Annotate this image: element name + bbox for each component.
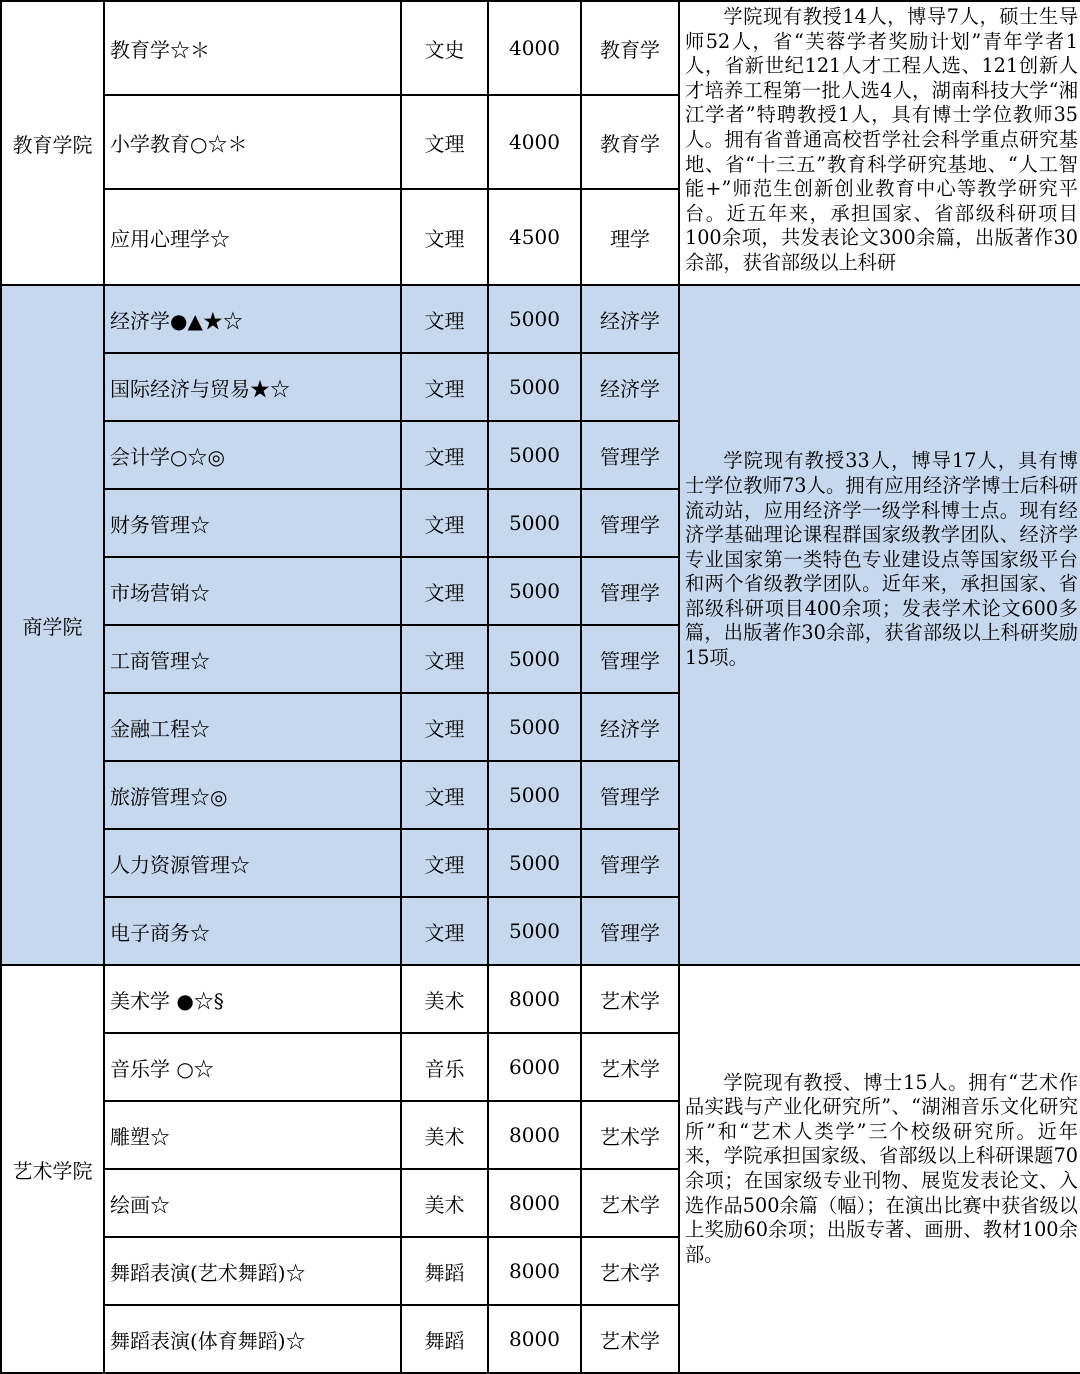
degree-type: 经济学 [581,693,679,761]
college-description-text: 学院现有教授33人，博导17人，具有博士学位教师73人。拥有应用经济学博士后科研流动站，应用经济学一级学科博士点。现有经济学基础理论课程群国家级教学团队、经济学专业国家第一类特色专业建设点等国家级平台和两个省级教学团队。近年来，承担国家、省部级科研项目400余项；发表学术论文600多篇，出版著作30余部，获省部级以上科研奖励15项。 [685,449,1078,670]
subject-category: 文理 [401,189,488,285]
major-name: 舞蹈表演(艺术舞蹈)☆ [104,1237,401,1305]
subject-category: 文史 [401,1,488,95]
degree-type: 艺术学 [581,965,679,1033]
degree-type: 经济学 [581,353,679,421]
degree-type: 理学 [581,189,679,285]
major-name: 音乐学 ○☆ [104,1033,401,1101]
tuition-fee: 8000 [488,1169,581,1237]
tuition-fee: 5000 [488,489,581,557]
major-name: 财务管理☆ [104,489,401,557]
subject-category: 文理 [401,489,488,557]
major-name: 国际经济与贸易★☆ [104,353,401,421]
college-description-text: 学院现有教授、博士15人。拥有“艺术作品实践与产业化研究所”、“湖湘音乐文化研究所”和“艺术人类学”三个校级研究所。近年来，学院承担国家级、省部级以上科研课题70余项；在国家级专业刊物、展览发表论文、入选作品500余篇（幅）；在演出比赛中获省级以上奖励60余项；出版专著、画册、教材100余部。 [685,1070,1078,1266]
subject-category: 美术 [401,1169,488,1237]
major-name: 教育学☆＊ [104,1,401,95]
degree-type: 教育学 [581,95,679,189]
major-name: 绘画☆ [104,1169,401,1237]
major-name: 美术学 ●☆§ [104,965,401,1033]
degree-type: 艺术学 [581,1305,679,1373]
college-description [679,285,1080,965]
tuition-fee: 8000 [488,1305,581,1373]
tuition-fee: 8000 [488,1101,581,1169]
tuition-fee: 5000 [488,897,581,965]
degree-type: 管理学 [581,557,679,625]
major-name: 应用心理学☆ [104,189,401,285]
degree-type: 经济学 [581,285,679,353]
subject-category: 舞蹈 [401,1237,488,1305]
major-name: 人力资源管理☆ [104,829,401,897]
tuition-fee: 5000 [488,285,581,353]
degree-type: 管理学 [581,897,679,965]
tuition-fee: 4000 [488,1,581,95]
major-name: 小学教育○☆＊ [104,95,401,189]
college-description [679,1,1080,285]
degree-type: 教育学 [581,1,679,95]
college-description [679,965,1080,1373]
college-name: 艺术学院 [1,965,104,1373]
subject-category: 文理 [401,625,488,693]
tuition-fee: 5000 [488,353,581,421]
degree-type: 艺术学 [581,1237,679,1305]
major-name: 雕塑☆ [104,1101,401,1169]
degree-type: 艺术学 [581,1169,679,1237]
degree-type: 管理学 [581,421,679,489]
tuition-fee: 5000 [488,557,581,625]
tuition-fee: 4500 [488,189,581,285]
degree-type: 艺术学 [581,1033,679,1101]
tuition-fee: 5000 [488,421,581,489]
subject-category: 美术 [401,1101,488,1169]
college-description-text: 学院现有教授14人，博导7人，硕士生导师52人，省“芙蓉学者奖励计划”青年学者1人，省新世纪121人才工程人选、121创新人才培养工程第一批人选4人，湖南科技大学“湘江学者”特聘教授1人，具有博士学位教师35人。拥有省普通高校哲学社会科学重点研究基地、省“十三五”教育科学研究基地、“人工智能+”师范生创新创业教育中心等教学研究平台。近五年来，承担国家、省部级科研项目100余项，共发表论文300余篇，出版著作30余部，获省部级以上科研 [685,5,1078,274]
degree-type: 管理学 [581,761,679,829]
subject-category: 文理 [401,829,488,897]
degree-type: 管理学 [581,829,679,897]
tuition-fee: 8000 [488,1237,581,1305]
subject-category: 音乐 [401,1033,488,1101]
degree-type: 艺术学 [581,1101,679,1169]
subject-category: 文理 [401,421,488,489]
table-row [1,1,1080,95]
tuition-fee: 8000 [488,965,581,1033]
major-name: 经济学●▲★☆ [104,285,401,353]
subject-category: 文理 [401,285,488,353]
degree-type: 管理学 [581,489,679,557]
major-name: 会计学○☆◎ [104,421,401,489]
tuition-fee: 5000 [488,625,581,693]
tuition-fee: 5000 [488,761,581,829]
subject-category: 文理 [401,353,488,421]
major-name: 金融工程☆ [104,693,401,761]
degree-type: 管理学 [581,625,679,693]
subject-category: 文理 [401,557,488,625]
subject-category: 文理 [401,897,488,965]
tuition-fee: 4000 [488,95,581,189]
major-name: 工商管理☆ [104,625,401,693]
tuition-fee: 5000 [488,693,581,761]
table-row [1,965,1080,1033]
table-row [1,285,1080,353]
major-name: 旅游管理☆◎ [104,761,401,829]
college-name: 商学院 [1,285,104,965]
major-name: 市场营销☆ [104,557,401,625]
subject-category: 文理 [401,95,488,189]
subject-category: 文理 [401,761,488,829]
subject-category: 舞蹈 [401,1305,488,1373]
major-name: 电子商务☆ [104,897,401,965]
subject-category: 文理 [401,693,488,761]
college-name: 教育学院 [1,1,104,285]
subject-category: 美术 [401,965,488,1033]
tuition-fee: 5000 [488,829,581,897]
tuition-fee: 6000 [488,1033,581,1101]
major-name: 舞蹈表演(体育舞蹈)☆ [104,1305,401,1373]
